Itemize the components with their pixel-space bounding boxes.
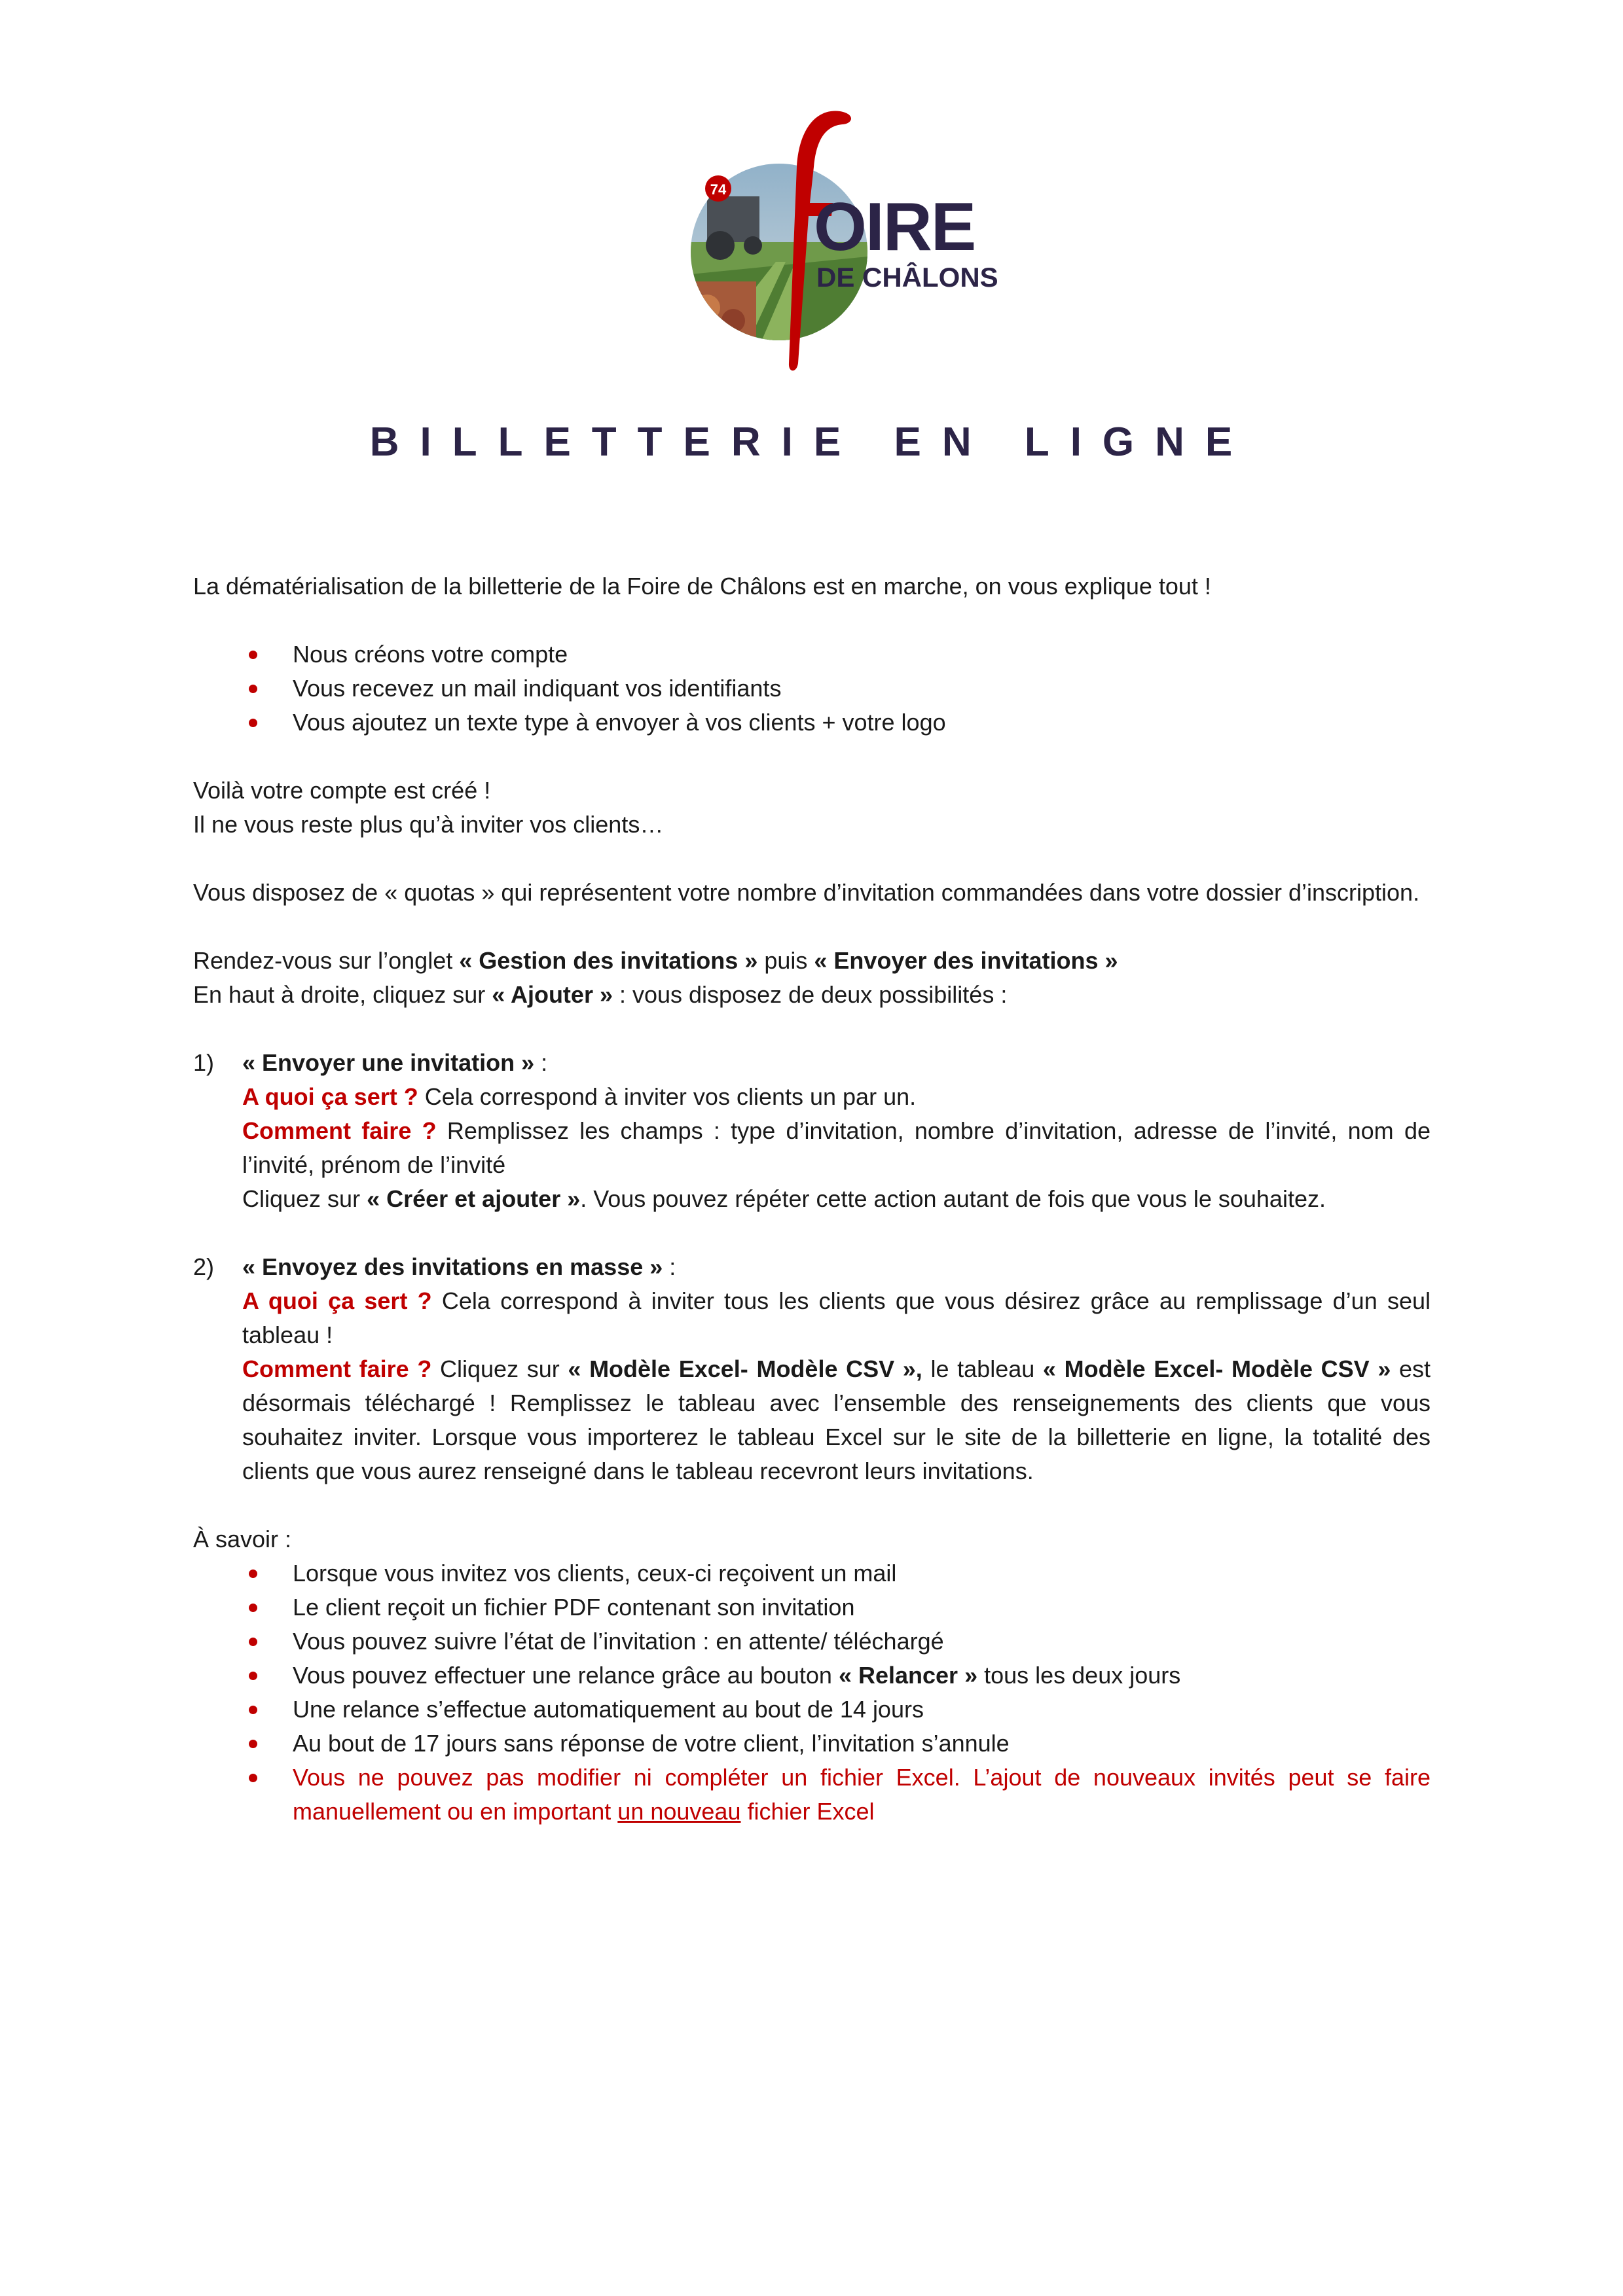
list-item: Une relance s’effectue automatiquement au bout de 14 jours <box>193 1693 1431 1727</box>
a-savoir-heading: À savoir : <box>193 1526 292 1552</box>
bullet-icon <box>249 1570 257 1578</box>
warning-item: Vous ne pouvez pas modifier ni compléter un fichier Excel. L’ajout de nouveaux invités peut se faire manuellement ou en important un nouveau fichier Excel <box>193 1761 1431 1829</box>
logo-subtitle: DE CHÂLONS <box>816 262 998 293</box>
bullet-icon <box>249 719 257 727</box>
option-1-title: « Envoyer une invitation » <box>242 1049 535 1076</box>
bullet-icon <box>249 1672 257 1680</box>
foire-de-chalons-logo <box>645 105 1012 380</box>
list-item: Vous recevez un mail indiquant vos identifiants <box>193 672 1431 706</box>
list-item: Vous ajoutez un texte type à envoyer à vos clients + votre logo <box>193 706 1431 740</box>
logo-word: OIRE <box>814 189 976 265</box>
steps-list <box>193 637 1431 740</box>
bullet-icon <box>249 685 257 693</box>
quotas-paragraph: Vous disposez de « quotas » qui représentent votre nombre d’invitation commandées dans votre dossier d’inscription. <box>193 879 1420 906</box>
list-item: Le client reçoit un fichier PDF contenant son invitation <box>193 1590 1431 1624</box>
list-item: Vous pouvez effectuer une relance grâce au bouton « Relancer » tous les deux jours <box>193 1659 1431 1693</box>
a-savoir-list <box>193 1556 1431 1829</box>
intro-paragraph: La dématérialisation de la billetterie de la Foire de Châlons est en marche, on vous explique tout ! <box>193 573 1211 600</box>
list-item: Lorsque vous invitez vos clients, ceux-ci reçoivent un mail <box>193 1556 1431 1590</box>
rendez-vous-line: Rendez-vous sur l’onglet « Gestion des invitations » puis « Envoyer des invitations » <box>193 947 1118 974</box>
list-item: Au bout de 17 jours sans réponse de votre client, l’invitation s’annule <box>193 1727 1431 1761</box>
bullet-icon <box>249 1774 257 1782</box>
page-title: BILLETTERIE EN LIGNE <box>369 420 1254 465</box>
bullet-icon <box>249 1706 257 1714</box>
bullet-icon <box>249 1604 257 1612</box>
list-item: Nous créons votre compte <box>193 637 1431 672</box>
bullet-icon <box>249 1638 257 1646</box>
option-1: 1) « Envoyer une invitation » : A quoi ça sert ? Cela correspond à inviter vos clients un par un. Comment faire ? Remplissez les champs : type d’invitation, nombre d’invitation, adresse de l’invité, nom de l’invité, prénom de l’invité Cliquez sur « Créer et ajouter ». Vous pouvez répéter cette action autant de fois que vous le souhaitez. <box>193 1049 1431 1212</box>
list-item: Vous pouvez suivre l’état de l’invitation : en attente/ téléchargé <box>193 1624 1431 1659</box>
invite-clients-line: Il ne vous reste plus qu’à inviter vos clients… <box>193 811 664 838</box>
main-content <box>193 569 1431 1829</box>
bullet-icon <box>249 651 257 659</box>
logo-number: 74 <box>710 181 727 198</box>
option-2: 2) « Envoyez des invitations en masse » : A quoi ça sert ? Cela correspond à inviter tous les clients que vous désirez grâce au remplissage d’un seul tableau ! Comment faire ? Cliquez sur « Modèle Excel- Modèle CSV », le tableau « Modèle Excel- Modèle CSV » est désormais téléchargé ! Remplissez le tableau avec l’ensemble des renseignements des clients que vous souhaitez inviter. Lorsque vous importerez le tableau Excel sur le site de la billetterie en ligne, la totalité des clients que vous aurez renseigné dans le tableau recevront leurs invitations. <box>193 1253 1431 1484</box>
option-2-title: « Envoyez des invitations en masse » <box>242 1253 663 1280</box>
ajouter-line: En haut à droite, cliquez sur « Ajouter » : vous disposez de deux possibilités : <box>193 981 1008 1008</box>
account-created-line: Voilà votre compte est créé ! <box>193 777 491 804</box>
bullet-icon <box>249 1740 257 1748</box>
